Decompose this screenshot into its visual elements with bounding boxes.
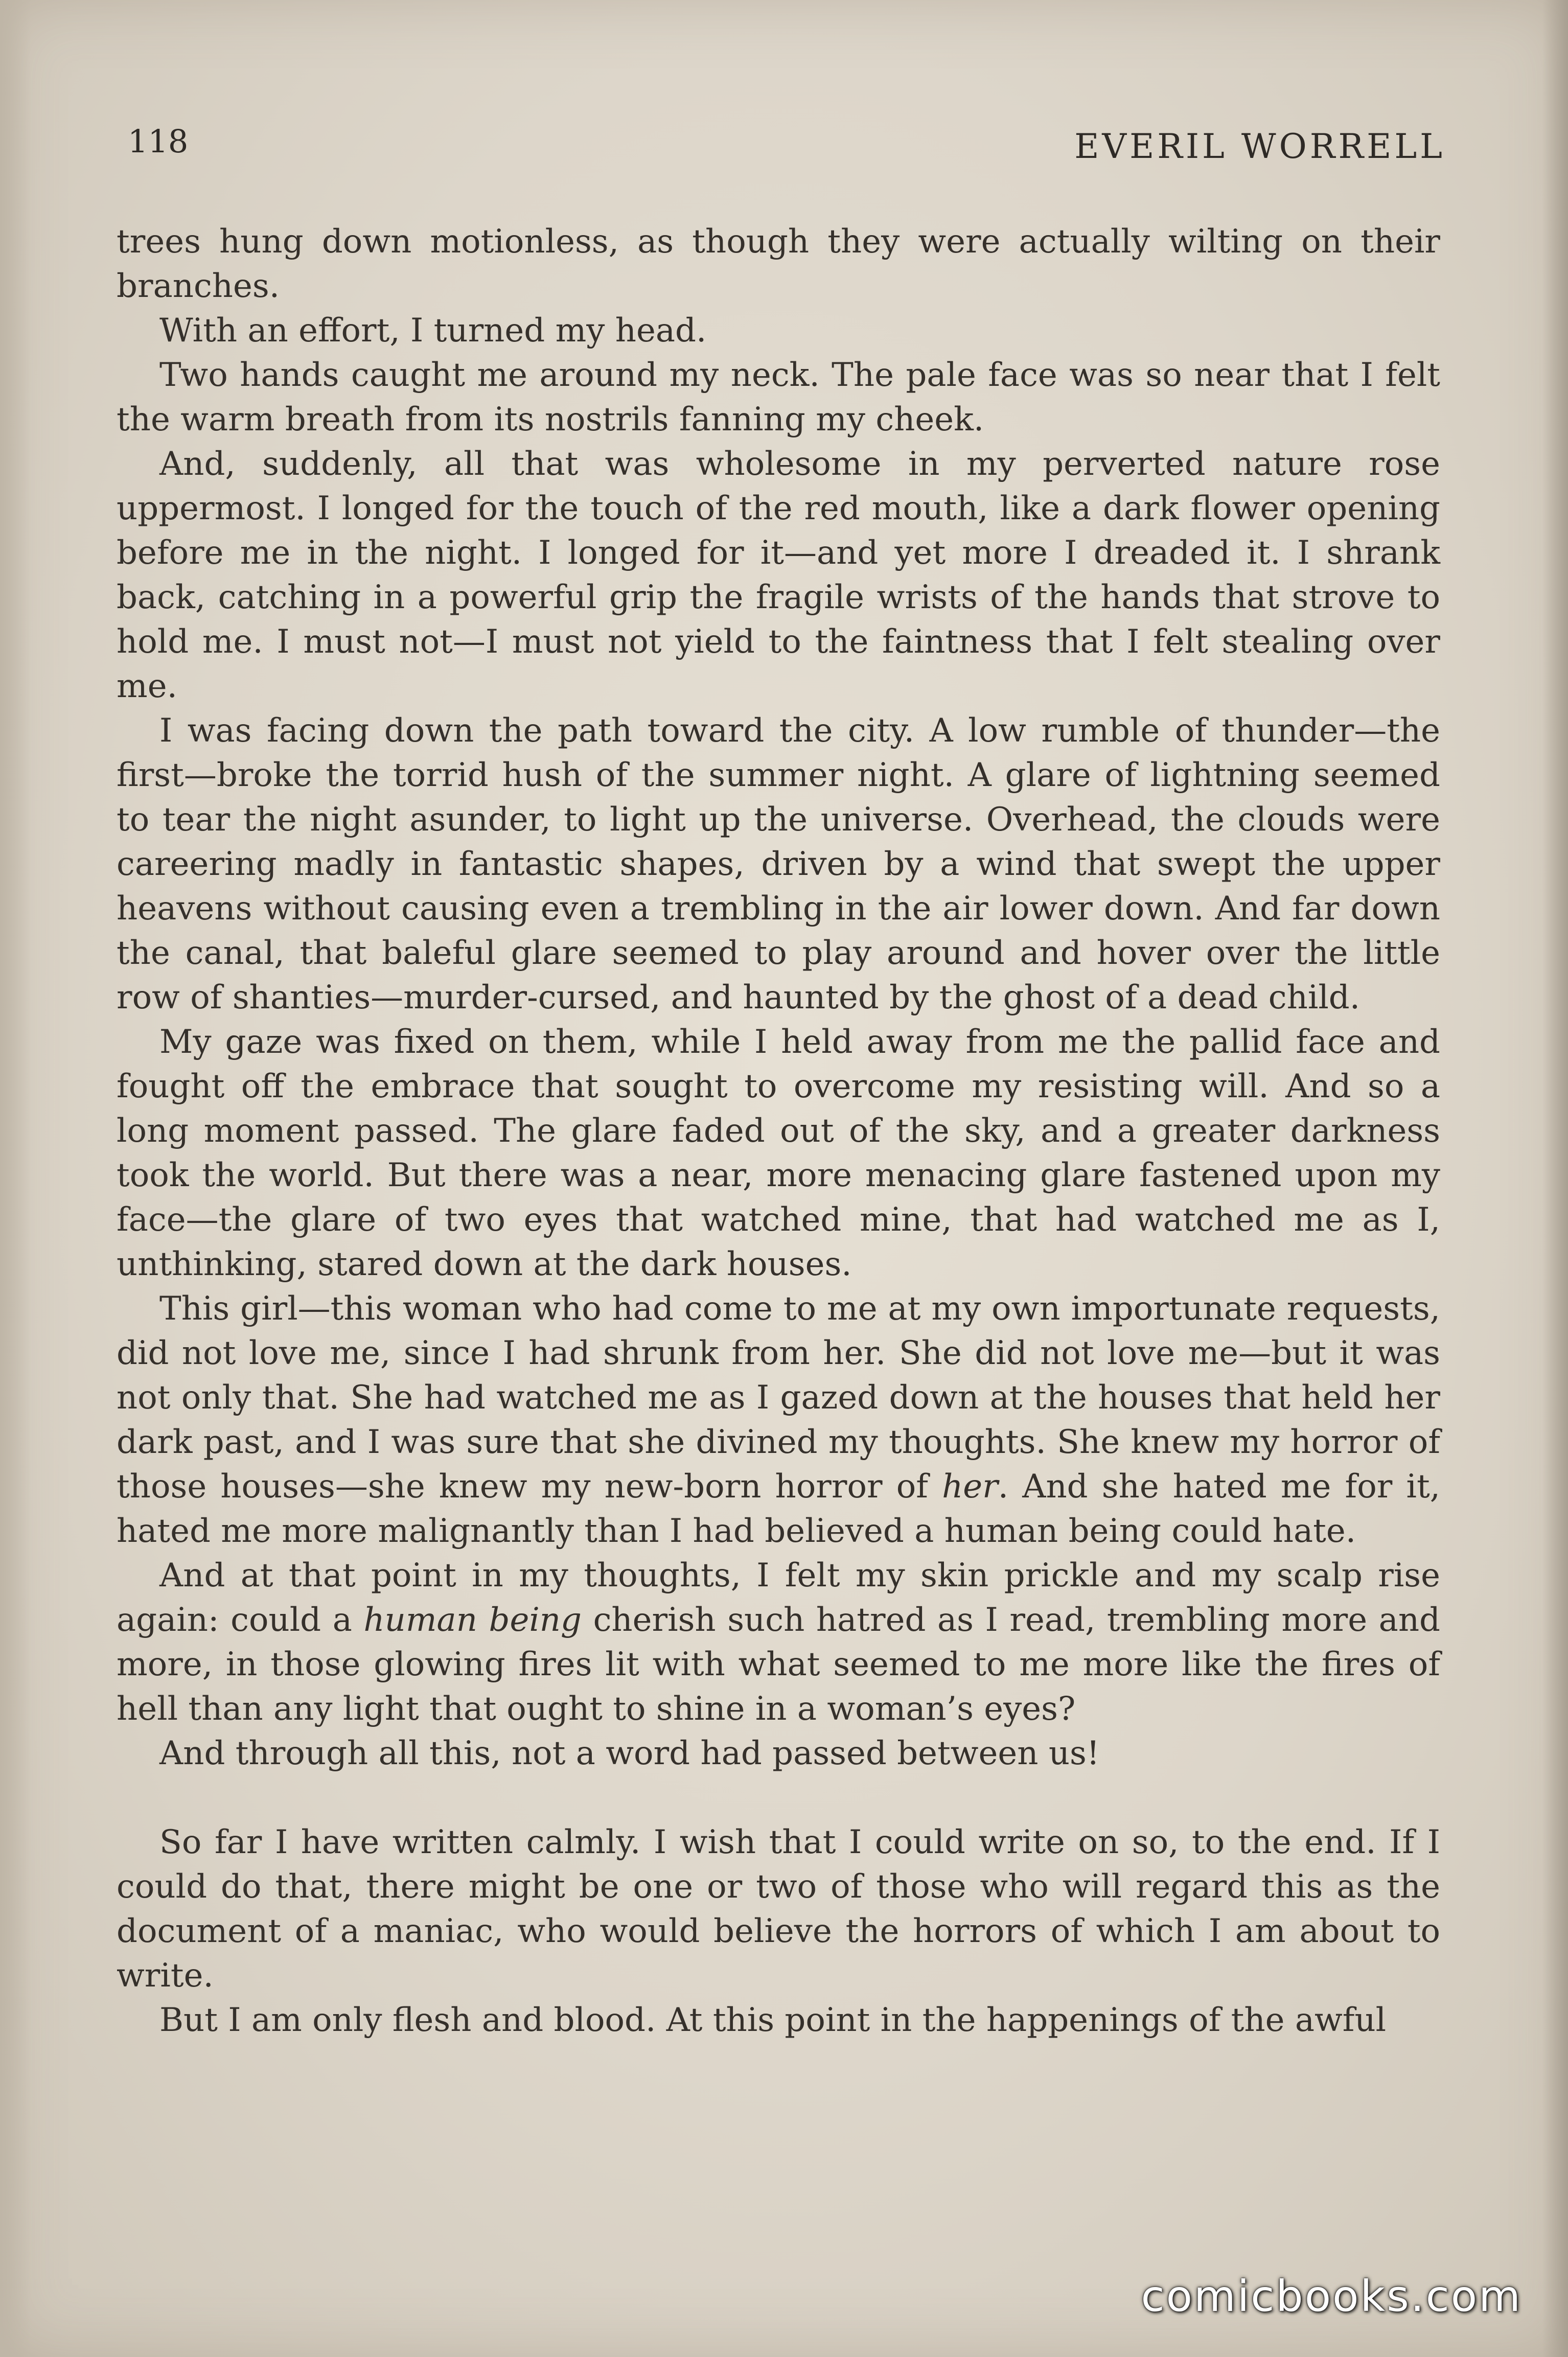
- running-head: [128, 123, 1445, 174]
- page-number: 118: [128, 123, 189, 160]
- page-edge-shadow-left: [0, 0, 31, 2357]
- paragraph-8-emphasis: human being: [363, 1601, 582, 1639]
- paragraph-8-text-after: cherish such hatred as I read, trembling more and more, in those glowing fires lit with what seemed to me more like the fires of hell than any light that ought to shine in a woman’s eyes?: [117, 1601, 1441, 1728]
- paragraph-3: Two hands caught me around my neck. The pale face was so near that I felt the warm breath from its nostrils fanning my cheek.: [117, 356, 1440, 438]
- paragraph-7-emphasis: her: [942, 1468, 998, 1506]
- paragraph-8: [117, 1554, 1440, 1731]
- watermark-logo: comicbooks.com: [1141, 2271, 1522, 2321]
- paragraph-1: trees hung down motionless, as though they were actually wilting on their branches.: [117, 223, 1440, 305]
- paragraph-2: With an effort, I turned my head.: [159, 312, 707, 350]
- paragraph-7-text-after: . And she hated me for it, hated me more malignantly than I had believed a human being could hate.: [117, 1468, 1441, 1550]
- paragraph-8-text-before: And at that point in my thoughts, I felt my skin prickle and my scalp rise again: could a: [117, 1557, 1440, 1639]
- paragraph-9: And through all this, not a word had passed between us!: [159, 1735, 1100, 1772]
- paragraph-4: And, suddenly, all that was wholesome in my perverted nature rose uppermost. I longed for the touch of the red mouth, like a dark flower opening before me in the night. I longed for it—and yet more I dreaded it. I shrank back, catching in a powerful grip the fragile wrists of the hands that strove to hold me. I must not—I must not yield to the faintness that I felt stealing over me.: [117, 445, 1440, 705]
- body-text: [117, 220, 1440, 2043]
- page-edge-shadow-right: [1542, 0, 1568, 2357]
- paragraph-5: I was facing down the path toward the city. A low rumble of thunder—the first—broke the torrid hush of the summer night. A glare of lightning seemed to tear the night asunder, to light up the universe. Overhead, the clouds were careering madly in fantastic shapes, driven by a wind that swept the upper heavens without causing even a trembling in the air lower down. And far down the canal, that baleful glare seemed to play around and hover over the little row of shanties—murder-cursed, and haunted by the ghost of a dead child.: [117, 712, 1440, 1016]
- paragraph-7: [117, 1287, 1440, 1554]
- paragraph-11: But I am only flesh and blood. At this point in the happenings of the awful: [159, 2001, 1387, 2039]
- running-title: EVERIL WORRELL: [1074, 127, 1445, 166]
- paragraph-10: So far I have written calmly. I wish that I could write on so, to the end. If I could do that, there might be one or two of those who will regard this as the document of a maniac, who would believe the horrors of which I am about to write.: [117, 1823, 1440, 1995]
- paragraph-7-text-before: This girl—this woman who had come to me at my own importunate requests, did not love me, since I had shrunk from her. She did not love me—but it was not only that. She had watched me as I gazed down at the houses that held her dark past, and I was sure that she divined my thoughts. She knew my horror of those houses—she knew my new-born horror of: [117, 1290, 1440, 1506]
- paragraph-6: My gaze was fixed on them, while I held away from me the pallid face and fought off the embrace that sought to overcome my resisting will. And so a long moment passed. The glare faded out of the sky, and a greater darkness took the world. But there was a near, more menacing glare fastened upon my face—the glare of two eyes that watched mine, that had watched me as I, unthinking, stared down at the dark houses.: [117, 1023, 1440, 1283]
